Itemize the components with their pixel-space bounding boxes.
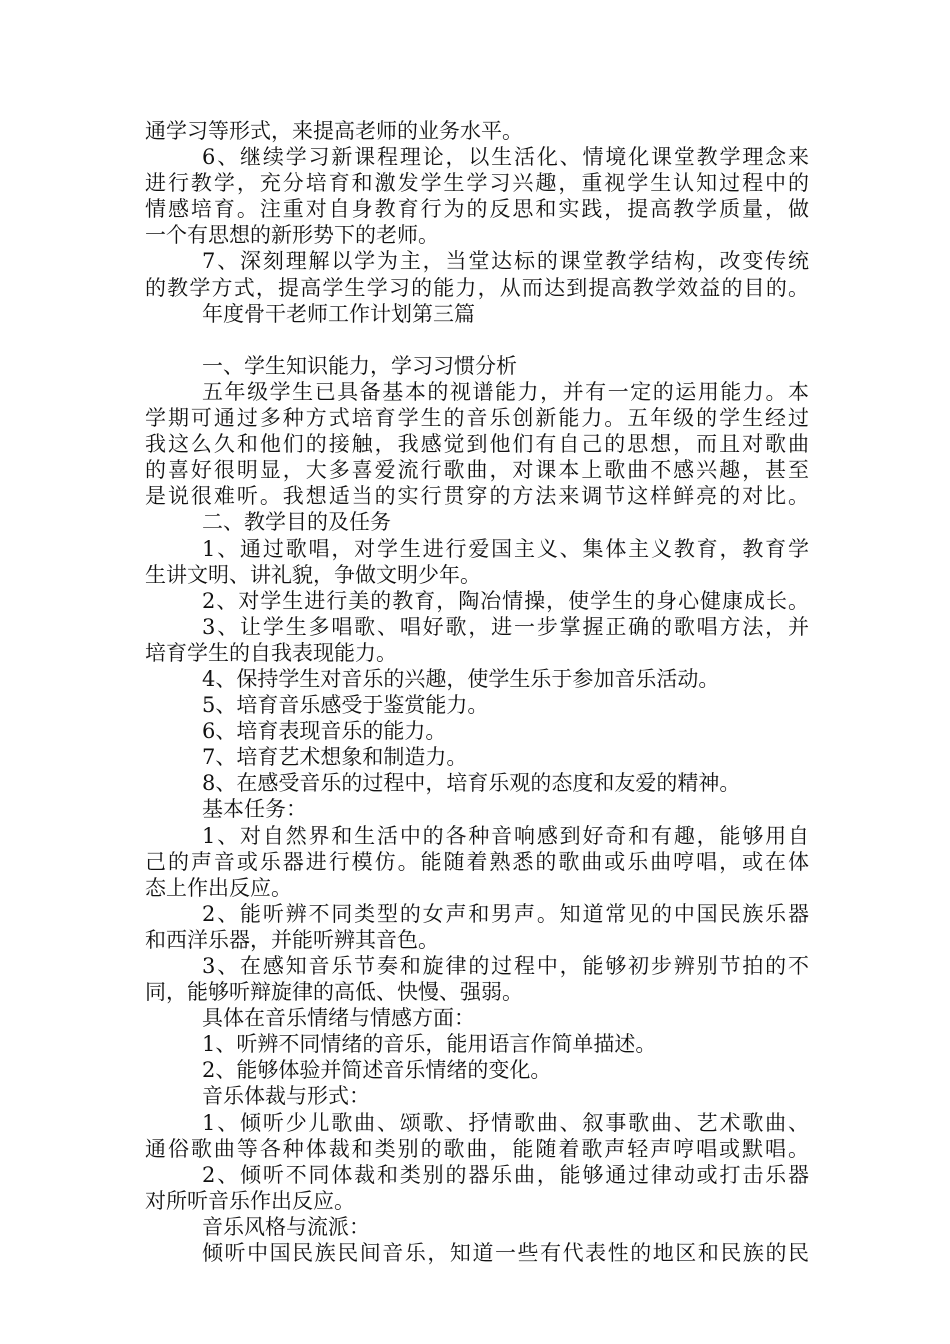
text-line: 情感培育。注重对自身教育行为的反思和实践，提高教学质量，做 xyxy=(145,197,809,222)
text-line: 的教学方式，提高学生学习的能力，从而达到提高教学效益的目的。 xyxy=(145,275,809,300)
text-line: 一、学生知识能力，学习习惯分析 xyxy=(202,353,517,378)
text-line: 2、能听辨不同类型的女声和男声。知道常见的中国民族乐器 xyxy=(202,901,809,926)
text-line: 3、让学生多唱歌、唱好歌，进一步掌握正确的歌唱方法，并 xyxy=(202,614,809,639)
text-line: 1、通过歌唱，对学生进行爱国主义、集体主义教育，教育学 xyxy=(202,536,809,561)
text-line: 五年级学生已具备基本的视谱能力，并有一定的运用能力。本 xyxy=(202,379,809,404)
text-line: 5、培育音乐感受于鉴赏能力。 xyxy=(202,693,489,718)
text-line: 7、深刻理解以学为主，当堂达标的课堂教学结构，改变传统 xyxy=(202,249,809,274)
text-line: 6、继续学习新课程理论，以生活化、情境化课堂教学理念来 xyxy=(202,145,809,170)
text-line: 音乐风格与流派： xyxy=(202,1214,370,1239)
text-line: 培育学生的自我表现能力。 xyxy=(145,640,397,665)
text-line: 年度骨干老师工作计划第三篇 xyxy=(202,301,475,326)
text-line: 生讲文明、讲礼貌，争做文明少年。 xyxy=(145,562,481,587)
text-line: 进行教学，充分培育和激发学生学习兴趣，重视学生认知过程中的 xyxy=(145,171,809,196)
text-line: 一个有思想的新形势下的老师。 xyxy=(145,223,439,248)
text-line: 我这么久和他们的接触，我感觉到他们有自己的思想，而且对歌曲 xyxy=(145,432,809,457)
blank-line xyxy=(145,327,809,353)
text-line: 二、教学目的及任务 xyxy=(202,510,391,535)
text-line: 态上作出反应。 xyxy=(145,875,292,900)
text-line: 2、对学生进行美的教育，陶冶情操，使学生的身心健康成长。 xyxy=(202,588,809,613)
text-line: 通俗歌曲等各种体裁和类别的歌曲，能随着歌声轻声哼唱或默唱。 xyxy=(145,1136,809,1161)
text-line: 4、保持学生对音乐的兴趣，使学生乐于参加音乐活动。 xyxy=(202,666,720,691)
text-line: 倾听中国民族民间音乐，知道一些有代表性的地区和民族的民 xyxy=(202,1241,809,1266)
text-line: 同，能够听辩旋律的高低、快慢、强弱。 xyxy=(145,980,523,1005)
text-line: 2、倾听不同体裁和类别的器乐曲，能够通过律动或打击乐器 xyxy=(202,1162,809,1187)
text-line: 是说很难听。我想适当的实行贯穿的方法来调节这样鲜亮的对比。 xyxy=(145,484,809,509)
document-page xyxy=(145,118,809,1266)
text-line: 通学习等形式，来提高老师的业务水平。 xyxy=(145,119,523,143)
text-line: 2、能够体验并简述音乐情绪的变化。 xyxy=(202,1058,552,1083)
text-line: 音乐体裁与形式： xyxy=(202,1084,370,1109)
text-line: 的喜好很明显，大多喜爱流行歌曲，对课本上歌曲不感兴趣，甚至 xyxy=(145,458,809,483)
text-line: 1、倾听少儿歌曲、颂歌、抒情歌曲、叙事歌曲、艺术歌曲、 xyxy=(202,1110,809,1135)
text-line: 6、培育表现音乐的能力。 xyxy=(202,719,447,744)
text-line: 8、在感受音乐的过程中，培育乐观的态度和友爱的精神。 xyxy=(202,771,741,796)
text-line: 基本任务： xyxy=(202,797,307,822)
text-line: 1、听辨不同情绪的音乐，能用语言作简单描述。 xyxy=(202,1032,657,1057)
text-line: 对所听音乐作出反应。 xyxy=(145,1188,355,1213)
text-line: 3、在感知音乐节奏和旋律的过程中，能够初步辨别节拍的不 xyxy=(202,954,809,978)
text-line: 学期可通过多种方式培育学生的音乐创新能力。五年级的学生经过 xyxy=(145,406,809,431)
text-line: 7、培育艺术想象和制造力。 xyxy=(202,745,468,770)
text-line: 1、对自然界和生活中的各种音响感到好奇和有趣，能够用自 xyxy=(202,823,809,848)
text-line: 和西洋乐器，并能听辨其音色。 xyxy=(145,927,439,952)
text-line: 具体在音乐情绪与情感方面： xyxy=(202,1006,475,1031)
text-line: 己的声音或乐器进行模仿。能随着熟悉的歌曲或乐曲哼唱，或在体 xyxy=(145,849,809,874)
